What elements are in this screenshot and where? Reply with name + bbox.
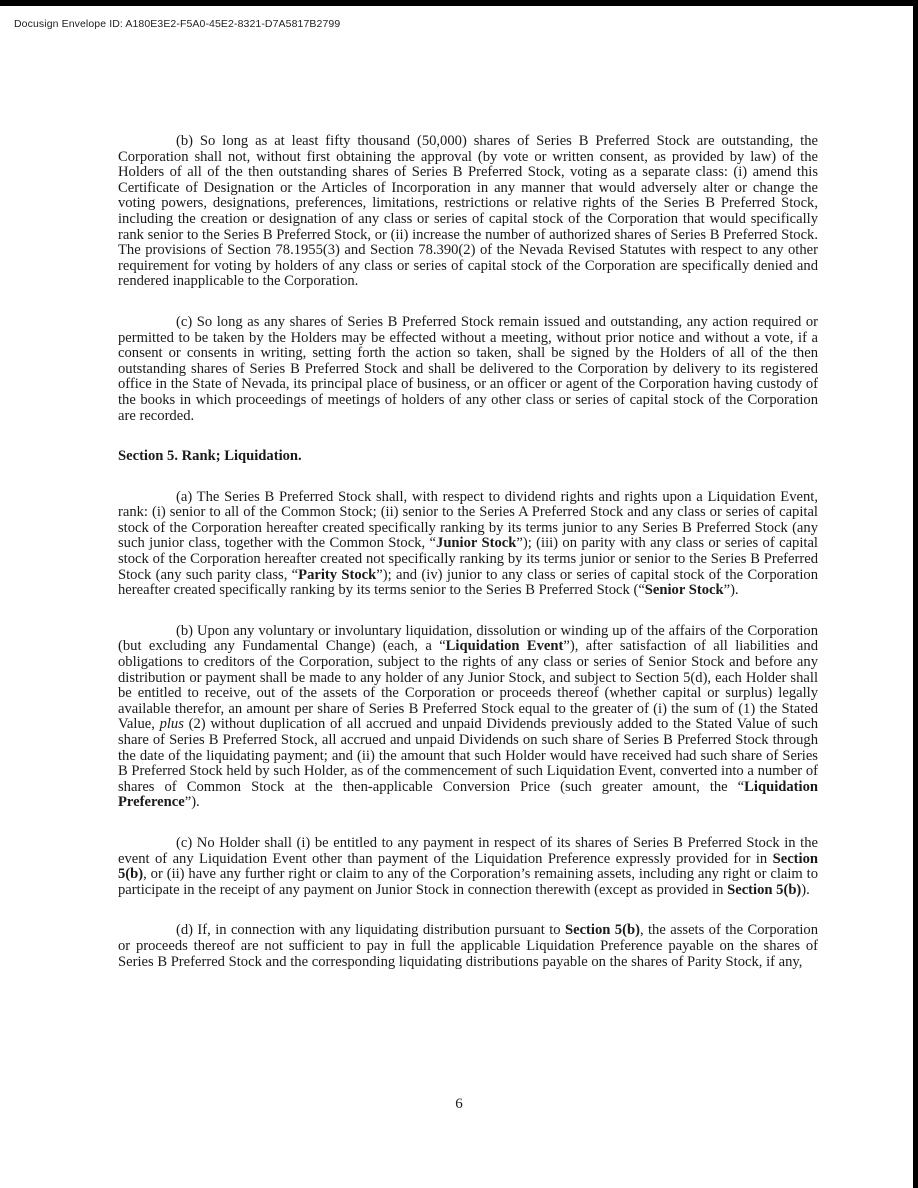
term-junior-stock: Junior Stock xyxy=(436,535,517,552)
paragraph-4c: (c) So long as any shares of Series B Preferred Stock remain issued and outstanding, any action required or permitted to be taken by the Holders may be effected without a meeting, without prior notice and without a vote, if a consent or consents in writing, setting forth the action so taken, shall be signed by the Holders of all of the then outstanding shares of Series B Preferred Stock and shall be delivered to the Corporation by delivery to its registered office in the State of Nevada, its principal place of business, or an officer or agent of the Corporation having custody of the books in which proceedings of meetings of holders of any other class or series of capital stock of the Corporation are recorded. xyxy=(118,313,818,424)
paragraph-5c: (c) No Holder shall (i) be entitled to any payment in respect of its shares of Series B Preferred Stock in the event of any Liquidation Event other than payment of the Liquidation Preference expressly provided for in Section 5(b), or (ii) have any further right or claim to any of the Corporation’s remaining assets, including any right or claim to participate in the receipt of any payment on Junior Stock in connection therewith (except as provided in Section 5(b)). xyxy=(118,834,818,898)
paragraph-5b: (b) Upon any voluntary or involuntary liquidation, dissolution or winding up of the affairs of the Corporation (but excluding any Fundamental Change) (each, a “Liquidation Event”), after satisfaction of all liabilities and obligations to creditors of the Corporation, subject to the rights of any class or series of Senior Stock and before any distribution or payment shall be made to any holder of any Junior Stock, and subject to Section 5(d), each Holder shall be entitled to receive, out of the assets of the Corporation or proceeds thereof (whether capital or surplus) legally available therefor, an amount per share of Series B Preferred Stock equal to the greater of (i) the sum of (1) the Stated Value, plus (2) without duplication of all accrued and unpaid Dividends previously added to the Stated Value of such share of Series B Preferred Stock, all accrued and unpaid Dividends on such share of Series B Preferred Stock through the date of the liquidating payment; and (ii) the amount that such Holder would have received had such share of Series B Preferred Stock held by such Holder, as of the commencement of such Liquidation Event, converted into a number of shares of Common Stock at the then-applicable Conversion Price (such greater amount, the “Liquidation Preference”). xyxy=(118,622,819,811)
paragraph-4b: (b) So long as at least fifty thousand (50,000) shares of Series B Preferred Stock are outstanding, the Corporation shall not, without first obtaining the approval (by vote or written consent, as provided by law) of the Holders of all of the then outstanding shares of Series B Preferred Stock, voting as a separate class: (i) amend this Certificate of Designation or the Articles of Incorporation in any manner that would adversely alter or change the voting powers, designations, preferences, limitations, restrictions or relative rights of the Series B Preferred Stock, including the creation or designation of any class or series of capital stock of the Corporation that would specifically rank senior to the Series B Preferred Stock, or (ii) increase the number of authorized shares of Series B Preferred Stock. The provisions of Section 78.1955(3) and Section 78.390(2) of the Nevada Revised Statutes with respect to any other requirement for voting by holders of any class or series of capital stock of the Corporation are specifically denied and rendered inapplicable to the Corporation. xyxy=(118,133,818,290)
term-parity-stock: Parity Stock xyxy=(298,566,377,583)
document-body xyxy=(118,134,818,970)
emphasis-plus: plus xyxy=(159,716,184,733)
term-liquidation-event: Liquidation Event xyxy=(445,638,564,655)
docusign-envelope-id: Docusign Envelope ID: A180E3E2-F5A0-45E2-8321-D7A5817B2799 xyxy=(14,18,341,30)
scan-edge-right xyxy=(913,0,918,1188)
paragraph-5d: (d) If, in connection with any liquidating distribution pursuant to Section 5(b), the assets of the Corporation or proceeds thereof are not sufficient to pay in full the applicable Liquidation Preference payable on the shares of Series B Preferred Stock and the corresponding liquidating distributions payable on the shares of Parity Stock, if any, xyxy=(118,922,819,970)
page-number: 6 xyxy=(455,1096,463,1112)
section-5-heading: Section 5. Rank; Liquidation. xyxy=(118,448,302,465)
reference-section-5b: Section 5(b) xyxy=(564,922,640,939)
term-liquidation-preference: Liquidation Preference xyxy=(118,778,818,811)
reference-section-5b: Section 5(b) xyxy=(727,881,802,898)
scan-edge-top xyxy=(0,0,918,6)
paragraph-5a: (a) The Series B Preferred Stock shall, with respect to dividend rights and rights upon a Liquidation Event, rank: (i) senior to all of the Common Stock; (ii) senior to the Series A Preferred Stock and any class or series of capital stock of the Corporation hereafter created specifically ranking by its terms junior to any Series B Preferred Stock (any such junior class, together with the Common Stock, “Junior Stock”); (iii) on parity with any class or series of capital stock of the Corporation hereafter created not specifically ranking by its terms junior or senior to the Series B Preferred Stock (any such parity class, “Parity Stock”); and (iv) junior to any class or series of capital stock of the Corporation hereafter created specifically ranking by its terms senior to the Series B Preferred Stock (“Senior Stock”). xyxy=(118,488,818,599)
reference-section-5b: Section 5(b) xyxy=(118,850,818,883)
term-senior-stock: Senior Stock xyxy=(644,582,724,599)
